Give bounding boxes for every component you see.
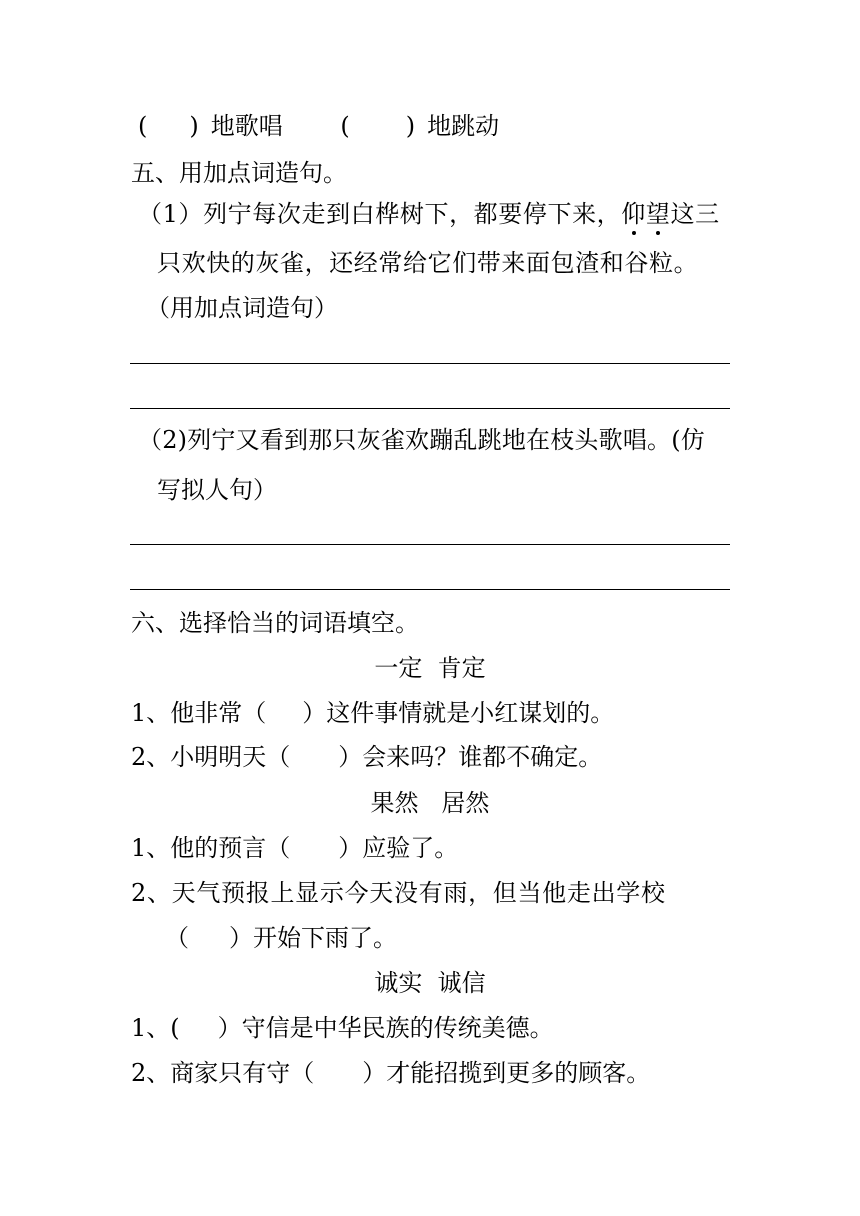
answer-line[interactable] — [130, 363, 730, 364]
question-text: （2)列宁又看到那只灰雀欢蹦乱跳地在枝头歌唱。(仿 — [138, 426, 705, 454]
sentence-item — [131, 701, 614, 725]
sentence-text: ）应验了。 — [338, 834, 459, 862]
question-instruction: 写拟人句） — [157, 476, 277, 504]
blank-close: ) — [189, 112, 199, 140]
question-instruction: （用加点词造句） — [146, 294, 338, 322]
sentence-text: 2、小明明天（ — [131, 743, 291, 771]
sentence-item — [165, 926, 397, 950]
dotted-char: 仰 — [621, 200, 646, 228]
dotted-char: 望 — [645, 200, 671, 228]
question-text-part: （1）列宁每次走到白桦树下，都要停下来， — [138, 200, 622, 228]
sentence-text: 1、( — [131, 1014, 180, 1042]
sentence-item — [131, 745, 602, 769]
word-choice-pair: 一定 肯定 — [374, 654, 486, 682]
sentence-text: ）才能招揽到更多的顾客。 — [362, 1059, 651, 1087]
sentence-text: 1、他非常（ — [131, 699, 267, 727]
sentence-item — [131, 1061, 650, 1085]
blank-close: ) — [405, 112, 416, 140]
fill-item-text: 地歌唱 — [210, 112, 283, 140]
sentence-text: 2、商家只有守（ — [131, 1059, 315, 1087]
sentence-text: ）守信是中华民族的传统美德。 — [217, 1014, 554, 1042]
question-text-part: 这三 — [670, 200, 720, 228]
sentence-text: 1、他的预言（ — [131, 834, 291, 862]
answer-line[interactable] — [130, 408, 730, 409]
sentence-item — [131, 836, 458, 860]
section-heading: 六、选择恰当的词语填空。 — [131, 609, 419, 637]
sentence-item — [131, 1016, 554, 1040]
word-choice-pair: 诚实 诚信 — [374, 969, 486, 997]
fill-item-text: 地跳动 — [427, 112, 500, 140]
blank-open: ( — [340, 112, 350, 140]
sentence-text: ）这件事情就是小红谋划的。 — [302, 699, 615, 727]
sentence-text: （ — [165, 924, 189, 952]
word-choice-pair: 果然 居然 — [370, 789, 490, 817]
sentence-item: 2、天气预报上显示今天没有雨，但当他走出学校 — [131, 879, 666, 907]
sentence-text: ）会来吗？谁都不确定。 — [338, 743, 603, 771]
section-heading: 五、用加点词造句。 — [131, 159, 347, 187]
answer-line[interactable] — [130, 544, 730, 545]
sentence-text: ）开始下雨了。 — [229, 924, 397, 952]
question-text — [138, 202, 720, 226]
question-text: 只欢快的灰雀，还经常给它们带来面包渣和谷粒。 — [157, 249, 699, 277]
answer-line[interactable] — [130, 589, 730, 590]
blank-open: ( — [138, 112, 148, 140]
fill-blank-row — [138, 114, 499, 138]
